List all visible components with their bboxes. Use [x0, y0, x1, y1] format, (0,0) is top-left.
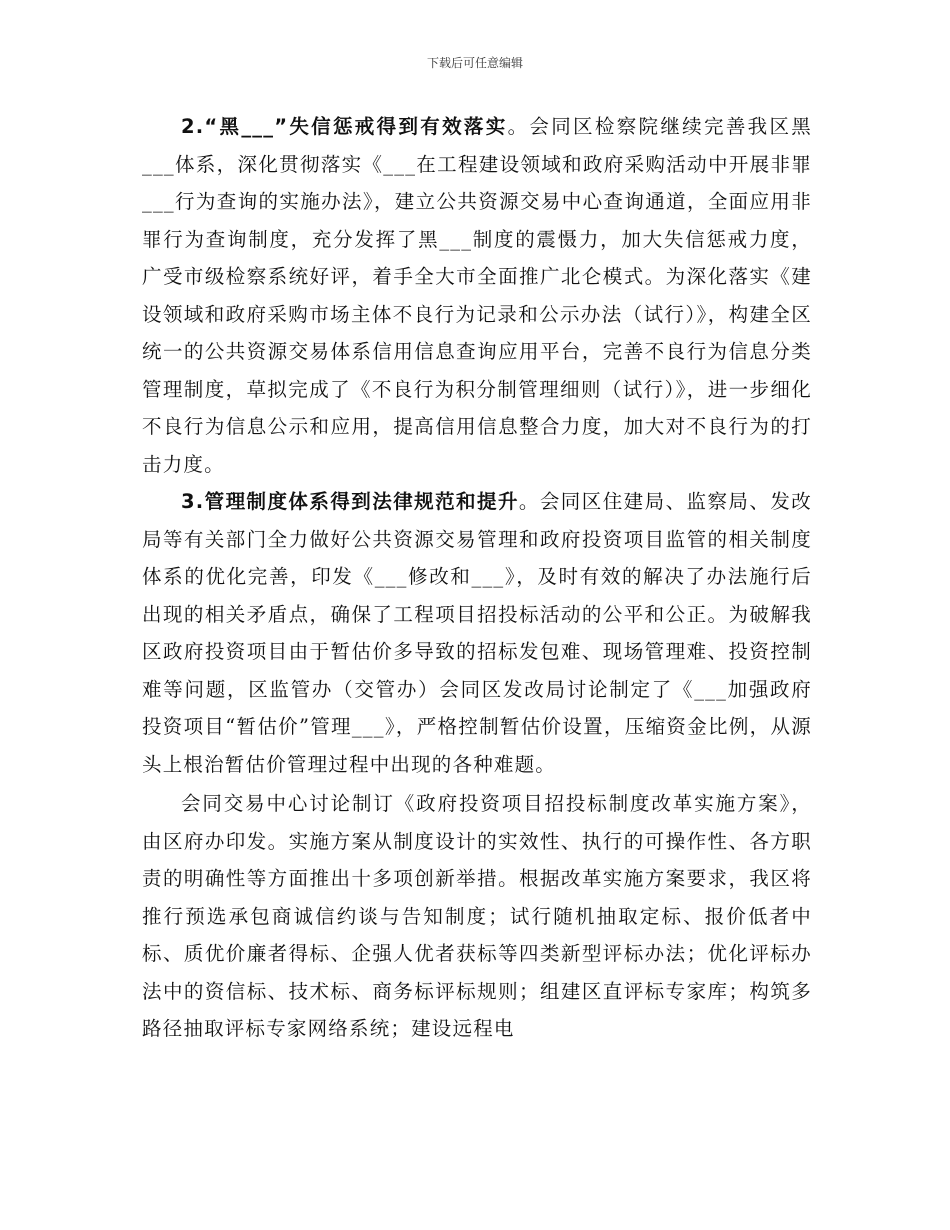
paragraph-text: 。会同区检察院继续完善我区黑___体系，深化贯彻落实《___在工程建设领域和政府采购活动中开展非罪___行为查询的实施办法》，建立公共资源交易中心查询通道，全面应用非罪行为查询制度，充分发挥了黑___制度的震慑力，加大失信惩戒力度，广受市级检察系统好评，着手全大市全面推广北仑模式。为深化落实《建设领域和政府采购市场主体不良行为记录和公示办法（试行）》，构建全区统一的公共资源交易体系信用信息查询应用平台，完善不良行为信息分类管理制度，草拟完成了《不良行为积分制管理细则（试行）》，进一步细化不良行为信息公示和应用，提高信用信息整合力度，加大对不良行为的打击力度。: [142, 115, 812, 476]
document-body: [142, 108, 812, 1048]
paragraph-heading: 2.“黑___”失信惩戒得到有效落实: [181, 115, 508, 138]
paragraph-text: 会同交易中心讨论制订《政府投资项目招投标制度改革实施方案》，由区府办印发。实施方案从制度设计的实效性、执行的可操作性、各方职责的明确性等方面推出十多项创新举措。根据改革实施方案要求，我区将推行预选承包商诚信约谈与告知制度；试行随机抽取定标、报价低者中标、质优价廉者得标、企强人优者获标等四类新型评标办法；优化评标办法中的资信标、技术标、商务标评标规则；组建区直评标专家库；构筑多路径抽取评标专家网络系统；建设远程电: [142, 792, 812, 1040]
paragraph-text: 。会同区住建局、监察局、发改局等有关部门全力做好公共资源交易管理和政府投资项目监管的相关制度体系的优化完善，印发《___修改和___》，及时有效的解决了办法施行后出现的相关矛盾点，确保了工程项目招投标活动的公平和公正。为破解我区政府投资项目由于暂估价多导致的招标发包难、现场管理难、投资控制难等问题，区监管办（交管办）会同区发改局讨论制定了《___加强政府投资项目“暂估价”管理___》，严格控制暂估价设置，压缩资金比例，从源头上根治暂估价管理过程中出现的各种难题。: [142, 490, 812, 776]
paragraph-heading: 3.管理制度体系得到法律规范和提升: [181, 490, 519, 513]
header-note: 下载后可任意编辑: [426, 56, 523, 70]
paragraph-blacklist: [142, 108, 812, 483]
paragraph-reform-plan: [142, 785, 812, 1048]
paragraph-regulation: [142, 483, 812, 783]
